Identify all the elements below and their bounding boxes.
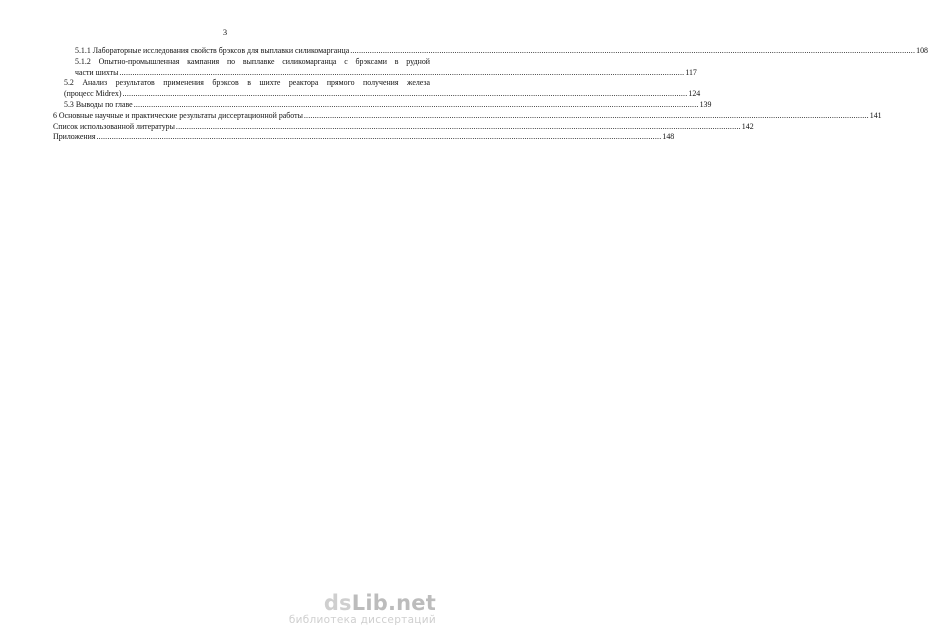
toc-entry-5-1-1[interactable] (53, 46, 928, 57)
toc-entry-title-line1: 5.1.2 Опытно-промышленная кампания по выплавке силикомарганца с брэксами в рудной (75, 56, 430, 66)
watermark-logo (289, 590, 436, 615)
watermark-subtitle: библиотека диссертаций (288, 613, 436, 626)
watermark-logo-suffix: Lib.net (351, 590, 436, 615)
toc-entry-page: 139 (699, 99, 712, 109)
toc-entry-page: 148 (662, 132, 675, 142)
toc-entry-title-line2: части шихты (75, 67, 119, 77)
toc-entry-title: Список использованной литературы (53, 121, 175, 131)
toc-entry-page: 124 (688, 89, 701, 99)
toc-entry-5-1-2[interactable] (53, 56, 697, 79)
toc-entry-page: 141 (869, 110, 882, 120)
toc-entry-title: 5.1.1 Лабораторные исследования свойств брэксов для выплавки силикомарганца (75, 46, 350, 55)
toc-entry-title-line2: (процесс Midrex) (64, 89, 122, 99)
toc-entry-page: 142 (741, 121, 754, 131)
toc-entry-6[interactable] (53, 110, 882, 122)
toc-entry-title: Приложения (53, 132, 96, 142)
page-number: 3 (222, 27, 228, 37)
toc-entry-appendices[interactable] (53, 132, 675, 143)
toc-leader-dots (134, 100, 699, 111)
toc-entry-title: 5.3 Выводы по главе (64, 99, 133, 109)
dslib-watermark (288, 590, 436, 626)
toc-leader-dots (119, 68, 684, 79)
toc-leader-dots (350, 46, 915, 57)
toc-entry-5-3[interactable] (53, 99, 712, 111)
watermark-logo-prefix: ds (323, 590, 352, 615)
toc-leader-dots (304, 111, 869, 122)
toc-entry-page: 108 (916, 46, 928, 55)
toc-entry-page: 117 (685, 67, 697, 77)
toc-leader-dots (96, 132, 661, 143)
toc-entry-references[interactable] (53, 121, 754, 133)
table-of-contents (53, 46, 928, 143)
toc-entry-5-2[interactable] (53, 78, 701, 100)
toc-leader-dots (176, 122, 741, 133)
toc-entry-title: 6 Основные научные и практические результаты диссертационной работы (53, 110, 303, 120)
toc-leader-dots (123, 89, 688, 100)
toc-entry-title-line1: 5.2 Анализ результатов применения брэксов в шихте реактора прямого получения железа (64, 78, 430, 88)
